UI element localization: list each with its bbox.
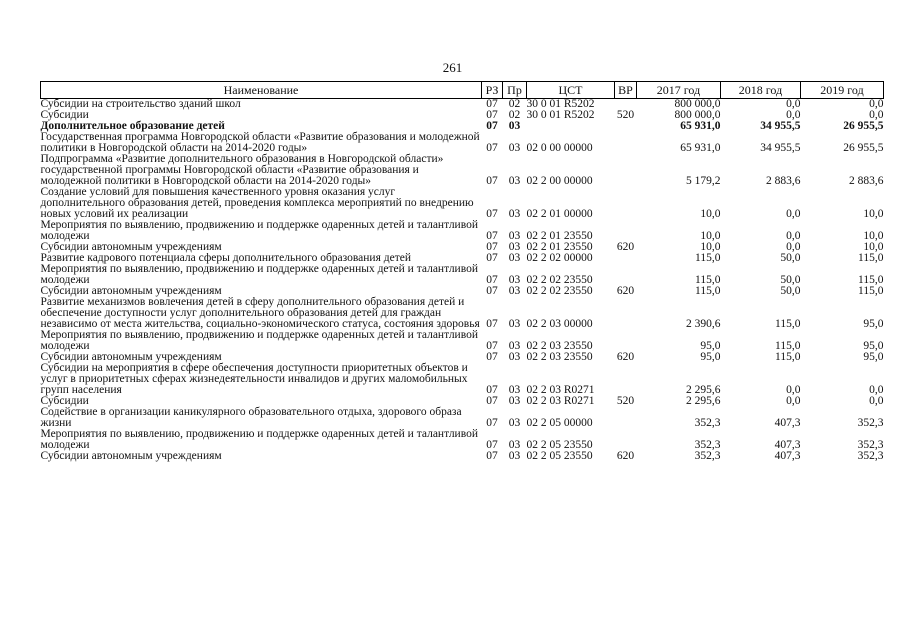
row-2018: 34 955,5 — [760, 120, 801, 132]
row-2019: 115,0 — [858, 285, 884, 297]
row-name: Государственная программа Новгородской области «Развитие образования и молодежной политики в Новгородской области на 2014-2020 годы» — [40, 131, 480, 154]
row-cst: 02 2 00 00000 — [526, 175, 593, 187]
row-name: Субсидии — [40, 395, 89, 407]
row-pr: 03 — [508, 241, 521, 253]
row-2017: 2 295,6 — [686, 395, 721, 407]
row-pr: 03 — [508, 351, 521, 363]
row-rz: 07 — [486, 417, 498, 429]
row-vr — [615, 187, 637, 220]
row-pr: 03 — [508, 120, 521, 132]
row-2017: 800 000,0 — [674, 109, 721, 121]
row-vr — [615, 429, 637, 451]
row-rz: 07 — [486, 351, 498, 363]
header-name: Наименование — [41, 82, 482, 99]
row-vr — [615, 121, 637, 132]
row-vr — [615, 154, 637, 187]
row-2017: 95,0 — [700, 351, 721, 363]
row-name: Создание условий для повышения качественного уровня оказания услуг дополнительного образования детей, проведения комплекса мероприятий по внедрению новых условий их реализации — [40, 186, 474, 220]
row-2018: 0,0 — [786, 98, 801, 110]
row-rz: 07 — [486, 340, 498, 352]
row-pr: 03 — [508, 208, 521, 220]
row-2017: 800 000,0 — [674, 98, 721, 110]
row-cst: 02 2 02 00000 — [526, 252, 593, 264]
row-pr: 03 — [508, 450, 521, 462]
row-cst — [527, 121, 615, 132]
row-name: Мероприятия по выявлению, продвижению и поддержке одаренных детей и талантливой молодежи — [40, 329, 478, 352]
table-header-row — [41, 82, 884, 99]
row-vr: 520 — [616, 109, 635, 121]
row-2019: 26 955,5 — [843, 142, 884, 154]
row-2017: 5 179,2 — [686, 175, 721, 187]
row-pr: 02 — [508, 109, 521, 121]
row-cst: 02 2 03 R0271 — [526, 395, 595, 407]
table-row — [41, 407, 884, 429]
header-cst: ЦСТ — [527, 82, 615, 99]
table-row — [41, 330, 884, 352]
row-2017: 10,0 — [700, 230, 721, 242]
header-2019: 2019 год — [801, 82, 884, 99]
row-2019: 10,0 — [863, 208, 884, 220]
table-row — [41, 429, 884, 451]
row-cst: 02 2 05 23550 — [526, 439, 593, 451]
table-row — [41, 451, 884, 462]
row-2018: 407,3 — [774, 450, 801, 462]
row-rz: 07 — [486, 142, 498, 154]
row-vr — [615, 407, 637, 429]
row-vr — [615, 220, 637, 242]
row-rz: 07 — [486, 384, 498, 396]
row-2019: 95,0 — [863, 340, 884, 352]
table-row — [41, 220, 884, 242]
row-name: Субсидии автономным учреждениям — [40, 241, 222, 253]
row-name: Содействие в организации каникулярного образовательного отдыха, здорового образа жизни — [40, 406, 462, 429]
row-rz: 07 — [486, 175, 498, 187]
row-pr: 03 — [508, 175, 521, 187]
row-cst: 02 0 00 00000 — [526, 142, 593, 154]
row-rz: 07 — [486, 208, 498, 220]
row-2019: 0,0 — [869, 384, 884, 396]
table-row — [41, 99, 884, 111]
row-2019: 352,3 — [857, 417, 884, 429]
row-2017: 10,0 — [700, 241, 721, 253]
row-rz: 07 — [486, 395, 498, 407]
row-vr: 620 — [616, 450, 635, 462]
row-2019: 2 883,6 — [849, 175, 884, 187]
row-cst: 02 2 05 23550 — [526, 450, 593, 462]
row-2018: 115,0 — [775, 351, 801, 363]
row-cst: 02 2 01 23550 — [526, 230, 593, 242]
page-number: 261 — [442, 60, 463, 75]
row-2017: 115,0 — [695, 274, 721, 286]
row-2017: 115,0 — [695, 252, 721, 264]
row-2017: 115,0 — [695, 285, 721, 297]
row-rz: 07 — [486, 439, 498, 451]
row-2019: 10,0 — [863, 241, 884, 253]
row-name: Дополнительное образование детей — [40, 120, 225, 132]
header-2017: 2017 год — [637, 82, 721, 99]
row-cst: 02 2 05 00000 — [526, 417, 593, 429]
row-2019: 0,0 — [869, 109, 884, 121]
row-2019: 95,0 — [863, 351, 884, 363]
row-rz: 07 — [486, 450, 498, 462]
row-2019: 26 955,5 — [843, 120, 884, 132]
row-rz: 07 — [486, 252, 498, 264]
row-2018: 0,0 — [786, 109, 801, 121]
table-row — [41, 297, 884, 330]
row-pr: 03 — [508, 318, 521, 330]
row-rz: 07 — [486, 230, 498, 242]
table-row — [41, 132, 884, 154]
row-rz: 07 — [486, 241, 498, 253]
header-rz: РЗ — [482, 82, 503, 99]
table-row — [41, 154, 884, 187]
table-row — [41, 363, 884, 396]
row-2017: 65 931,0 — [680, 120, 721, 132]
row-cst: 02 2 01 23550 — [526, 241, 593, 253]
row-2017: 95,0 — [700, 340, 721, 352]
row-vr — [615, 264, 637, 286]
row-pr: 03 — [508, 417, 521, 429]
row-2019: 0,0 — [869, 98, 884, 110]
budget-table — [40, 81, 884, 462]
row-2018: 115,0 — [775, 340, 801, 352]
row-cst: 02 2 01 00000 — [526, 208, 593, 220]
row-rz: 07 — [486, 109, 498, 121]
row-rz: 07 — [486, 274, 498, 286]
row-name: Субсидии — [40, 109, 89, 121]
row-2018: 34 955,5 — [760, 142, 801, 154]
row-name: Мероприятия по выявлению, продвижению и поддержке одаренных детей и талантливой молодежи — [40, 263, 478, 286]
row-name: Субсидии на строительство зданий школ — [40, 98, 241, 110]
row-vr — [615, 363, 637, 396]
row-name: Мероприятия по выявлению, продвижению и поддержке одаренных детей и талантливой молодежи — [40, 428, 478, 451]
row-pr: 03 — [508, 384, 521, 396]
row-rz: 07 — [486, 285, 498, 297]
row-2019: 0,0 — [869, 395, 884, 407]
row-cst: 02 2 03 23550 — [526, 351, 593, 363]
row-name: Развитие кадрового потенциала сферы дополнительного образования детей — [40, 252, 411, 264]
row-2018: 0,0 — [786, 241, 801, 253]
row-cst: 30 0 01 R5202 — [526, 98, 595, 110]
row-2019: 352,3 — [857, 439, 884, 451]
row-2018: 407,3 — [774, 417, 801, 429]
row-2017: 10,0 — [700, 208, 721, 220]
row-pr: 03 — [508, 395, 521, 407]
row-2018: 50,0 — [780, 285, 801, 297]
row-cst: 02 2 03 R0271 — [526, 384, 595, 396]
row-2019: 10,0 — [863, 230, 884, 242]
row-vr: 520 — [616, 395, 635, 407]
row-2019: 115,0 — [858, 274, 884, 286]
table-body — [41, 99, 884, 463]
row-name: Подпрограмма «Развитие дополнительного образования в Новгородской области» государственной программы Новгородской области «Развитие образования и молодежной политики в Новгородской области на 2014-2020 годы» — [40, 153, 444, 187]
row-pr: 03 — [508, 285, 521, 297]
row-2018: 50,0 — [780, 252, 801, 264]
row-2019: 352,3 — [857, 450, 884, 462]
row-pr: 03 — [508, 252, 521, 264]
row-vr: 620 — [616, 285, 635, 297]
table-row — [41, 187, 884, 220]
row-2018: 0,0 — [786, 395, 801, 407]
row-2017: 352,3 — [694, 417, 721, 429]
row-2018: 0,0 — [786, 230, 801, 242]
row-pr: 03 — [508, 340, 521, 352]
row-vr — [615, 330, 637, 352]
row-vr — [615, 297, 637, 330]
row-vr — [615, 132, 637, 154]
row-name: Развитие механизмов вовлечения детей в сферу дополнительного образования детей и обеспечение доступности услуг дополнительного образования детей для граждан независимо от места жительства, социально-экономического статуса, состояния здоровья — [40, 296, 480, 330]
row-rz: 07 — [486, 318, 498, 330]
row-pr: 03 — [508, 142, 521, 154]
row-name: Мероприятия по выявлению, продвижению и поддержке одаренных детей и талантливой молодежи — [40, 219, 478, 242]
row-2018: 115,0 — [775, 318, 801, 330]
row-pr: 03 — [508, 439, 521, 451]
table-row — [41, 264, 884, 286]
row-vr — [615, 253, 637, 264]
header-vr: ВР — [615, 82, 637, 99]
row-rz: 07 — [486, 120, 498, 132]
row-rz: 07 — [486, 98, 498, 110]
row-2017: 65 931,0 — [680, 142, 721, 154]
header-pr: Пр — [503, 82, 527, 99]
row-2019: 95,0 — [863, 318, 884, 330]
row-2017: 352,3 — [694, 450, 721, 462]
row-2018: 2 883,6 — [766, 175, 801, 187]
row-2018: 0,0 — [786, 208, 801, 220]
row-cst: 02 2 03 23550 — [526, 340, 593, 352]
row-2017: 2 295,6 — [686, 384, 721, 396]
row-pr: 03 — [508, 230, 521, 242]
row-name: Субсидии автономным учреждениям — [40, 450, 222, 462]
row-vr: 620 — [616, 241, 635, 253]
row-cst: 02 2 02 23550 — [526, 285, 593, 297]
row-2018: 50,0 — [780, 274, 801, 286]
row-2018: 407,3 — [774, 439, 801, 451]
row-pr: 03 — [508, 274, 521, 286]
row-2017: 2 390,6 — [686, 318, 721, 330]
row-2017: 352,3 — [694, 439, 721, 451]
row-vr: 620 — [616, 351, 635, 363]
row-name: Субсидии на мероприятия в сфере обеспечения доступности приоритетных объектов и услуг в приоритетных сферах жизнедеятельности инвалидов и других маломобильных групп населения — [40, 362, 468, 396]
row-name: Субсидии автономным учреждениям — [40, 351, 222, 363]
row-pr: 02 — [508, 98, 521, 110]
row-2019: 115,0 — [858, 252, 884, 264]
row-cst: 02 2 02 23550 — [526, 274, 593, 286]
row-cst: 02 2 03 00000 — [526, 318, 593, 330]
header-2018: 2018 год — [721, 82, 801, 99]
row-name: Субсидии автономным учреждениям — [40, 285, 222, 297]
row-cst: 30 0 01 R5202 — [526, 109, 595, 121]
row-2018: 0,0 — [786, 384, 801, 396]
